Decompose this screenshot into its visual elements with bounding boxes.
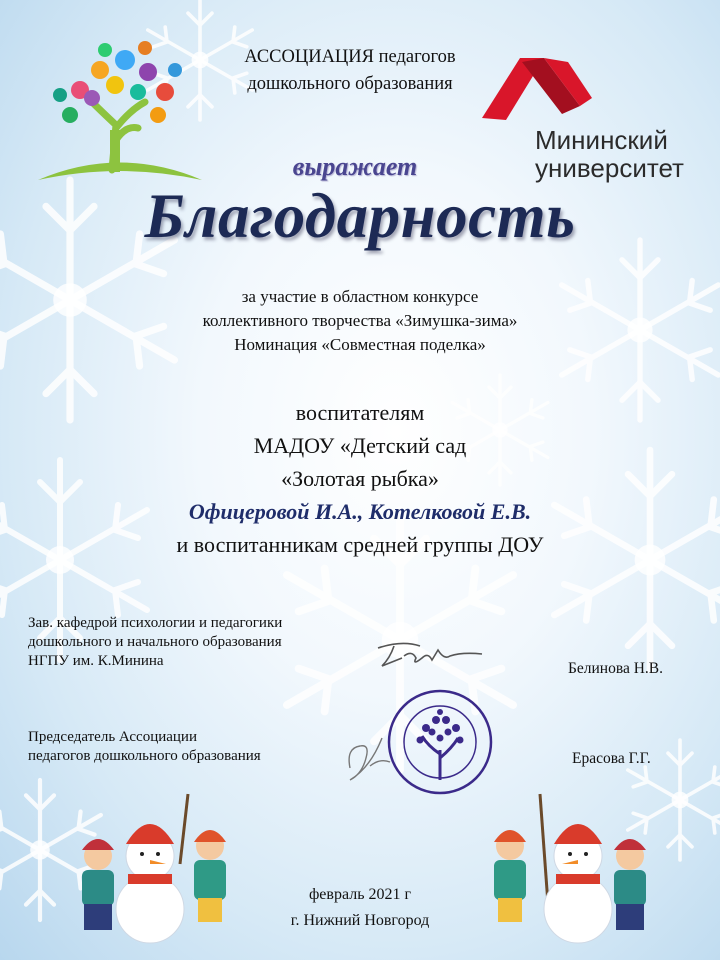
signatory-1-position-line-3: НГПУ им. К.Минина: [28, 653, 164, 669]
recipient-names: Офицеровой И.А., Котелковой Е.В.: [188, 499, 532, 524]
footer-date: февраль 2021 г: [308, 886, 412, 903]
recipient-line-2: МАДОУ «Детский сад: [253, 433, 467, 458]
expresses-text: выражает: [292, 152, 418, 181]
certificate-title: Благодарность: [144, 181, 576, 251]
contest-line-1: за участие в областном конкурсе: [241, 287, 479, 306]
university-name-line-1: Мининский: [535, 125, 668, 155]
contest-line-3: Номинация «Совместная поделка»: [234, 335, 486, 354]
association-line-2: дошкольного образования: [247, 74, 453, 94]
signature-1-handwriting: [372, 636, 492, 676]
signatory-2-position-line-2: педагогов дошкольного образования: [28, 748, 261, 764]
university-name: [535, 126, 684, 182]
footer: [210, 882, 510, 934]
university-name-line-2: университет: [535, 153, 684, 183]
recipient-line-5: и воспитанникам средней группы ДОУ: [176, 532, 544, 557]
signatory-2-name: Ерасова Г.Г.: [572, 750, 651, 767]
association-line-1: АССОЦИАЦИЯ педагогов: [244, 47, 456, 67]
association-header: [180, 44, 520, 98]
signatory-1-position-line-1: Зав. кафедрой психологии и педагогики: [28, 615, 283, 631]
recipient-line-1: воспитателям: [295, 400, 425, 425]
contest-description: [110, 285, 610, 357]
recipient-line-3: «Золотая рыбка»: [281, 466, 439, 491]
footer-city: г. Нижний Новгород: [290, 912, 430, 929]
association-stamp: [386, 688, 494, 796]
signatory-1-name: Белинова Н.В.: [568, 660, 664, 677]
recipient-block: [60, 396, 660, 561]
signatory-2-position: [28, 728, 368, 766]
signatory-2-position-line-1: Председатель Ассоциации: [28, 729, 197, 745]
signatory-1-position: [28, 614, 368, 671]
contest-line-2: коллективного творчества «Зимушка-зима»: [202, 311, 518, 330]
signatory-1-position-line-2: дошкольного и начального образования: [28, 634, 282, 650]
